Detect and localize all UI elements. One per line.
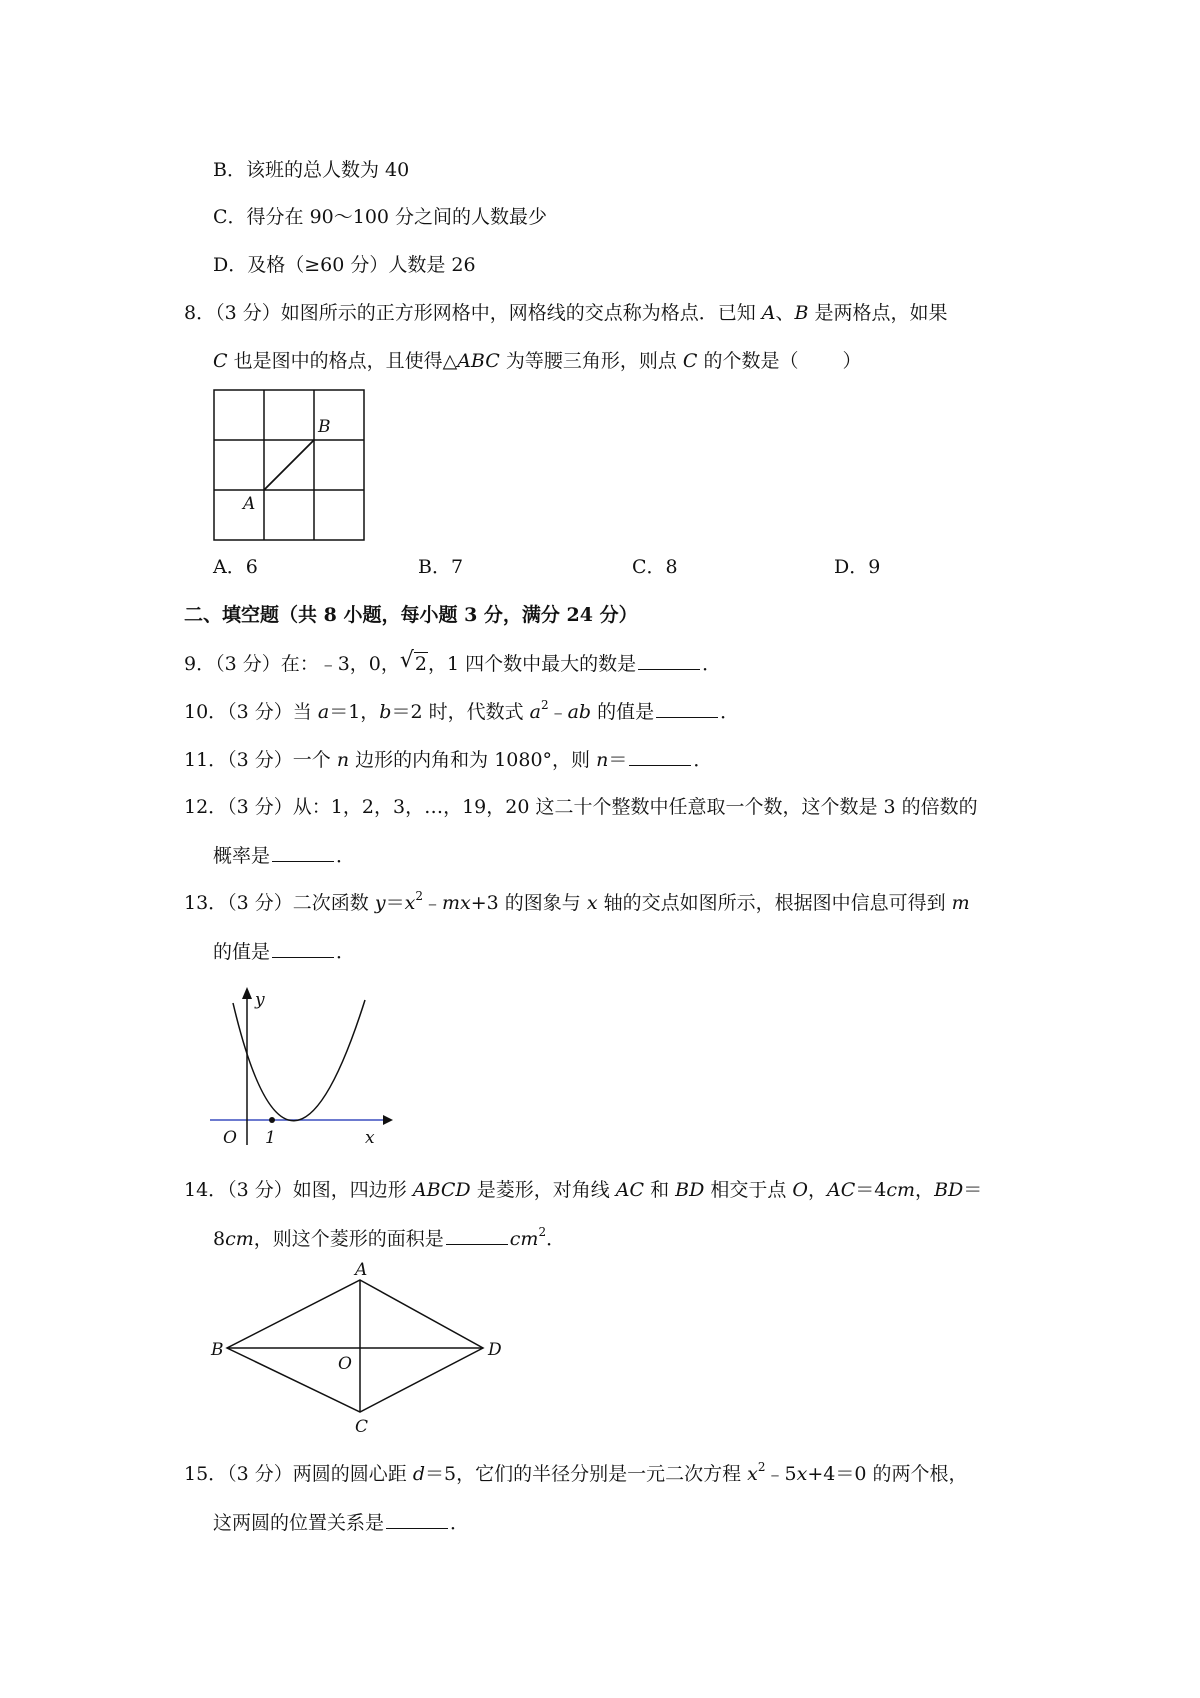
q7-option-d: D．及格（≥60 分）人数是 26: [213, 254, 476, 276]
q14-line-1: 14．（3 分）如图，四边形 ABCD 是菱形，对角线 AC 和 BD 相交于点 O，AC＝4cm，BD＝: [184, 1179, 983, 1201]
q13-y-axis-arrow: [242, 987, 252, 999]
q8-line-1: 8．（3 分）如图所示的正方形网格中，网格线的交点称为格点．已知 A、B 是两格点，如果: [184, 302, 948, 324]
q9-answer-blank[interactable]: [638, 651, 700, 670]
q8-grid-figure: [213, 389, 365, 541]
q12-line-2: 概率是 ．: [213, 845, 356, 867]
q13-intersection-point: [269, 1117, 275, 1123]
q13-answer-blank[interactable]: [272, 939, 334, 958]
q14-fig-label-o: O: [338, 1354, 352, 1374]
q8-option-a: A．6: [213, 556, 258, 578]
q13-x-axis-arrow: [383, 1115, 393, 1125]
section-2-heading: 二、填空题（共 8 小题，每小题 3 分，满分 24 分）: [184, 604, 638, 626]
q12-line-1: 12．（3 分）从：1，2，3，…，19，20 这二十个整数中任意取一个数，这个数是 3 的倍数的: [184, 796, 978, 818]
q8-option-c: C．8: [632, 556, 678, 578]
q14-line-2: 8cm，则这个菱形的面积是 $cm^2$．: [213, 1225, 566, 1250]
q13-line-2: 的值是 ．: [213, 941, 356, 963]
q14-fig-label-d: D: [488, 1340, 502, 1360]
q13-parabola-figure: [205, 985, 395, 1150]
q11-line: 11．（3 分）一个 n 边形的内角和为 1080°，则 n＝ ．: [184, 749, 713, 771]
q8-option-b: B．7: [418, 556, 464, 578]
sqrt-symbol: √ 2: [399, 648, 427, 675]
q8-option-d: D．9: [834, 556, 881, 578]
q13-line-1: 13．（3 分）二次函数 $y=x^2﹣mx+3$ 的图象与 x 轴的交点如图所示，根据图中信息可得到 m: [184, 889, 970, 914]
q15-answer-blank[interactable]: [386, 1510, 448, 1529]
q10-line: 10．（3 分）当 a＝1，b＝2 时，代数式 $a^2﹣ab$ 的值是 ．: [184, 698, 740, 723]
q12-answer-blank[interactable]: [272, 843, 334, 862]
q14-fig-label-a: A: [355, 1260, 368, 1280]
q8-line-2: C 也是图中的格点，且使得△ABC 为等腰三角形，则点 C 的个数是（ ）: [213, 350, 862, 372]
q15-line-2: 这两圆的位置关系是 ．: [213, 1512, 470, 1534]
q13-parabola-curve: [233, 1000, 365, 1121]
q14-rhombus-figure: [205, 1260, 515, 1435]
q8-fig-label-a: A: [243, 494, 256, 514]
q14-answer-blank[interactable]: [446, 1226, 508, 1245]
q13-fig-label-1: 1: [265, 1128, 276, 1148]
q7-option-c: C．得分在 90～100 分之间的人数最少: [213, 206, 548, 228]
q14-fig-label-b: B: [211, 1340, 224, 1360]
q13-fig-label-y: y: [255, 990, 265, 1010]
q11-answer-blank[interactable]: [629, 747, 691, 766]
q10-answer-blank[interactable]: [656, 699, 718, 718]
q7-option-b: B．该班的总人数为 40: [213, 159, 410, 181]
q14-fig-label-c: C: [355, 1417, 369, 1437]
q13-fig-label-x: x: [365, 1128, 375, 1148]
q13-fig-label-o: O: [223, 1128, 237, 1148]
q14-rhombus: [227, 1280, 483, 1412]
q9-line: 9．（3 分）在：﹣3，0， √ 2，1 四个数中最大的数是 ．: [184, 648, 722, 675]
q8-fig-label-b: B: [318, 417, 331, 437]
q15-line-1: 15．（3 分）两圆的圆心距 d＝5，它们的半径分别是一元二次方程 $x^2﹣5x+4=0$ 的两个根，: [184, 1460, 968, 1485]
